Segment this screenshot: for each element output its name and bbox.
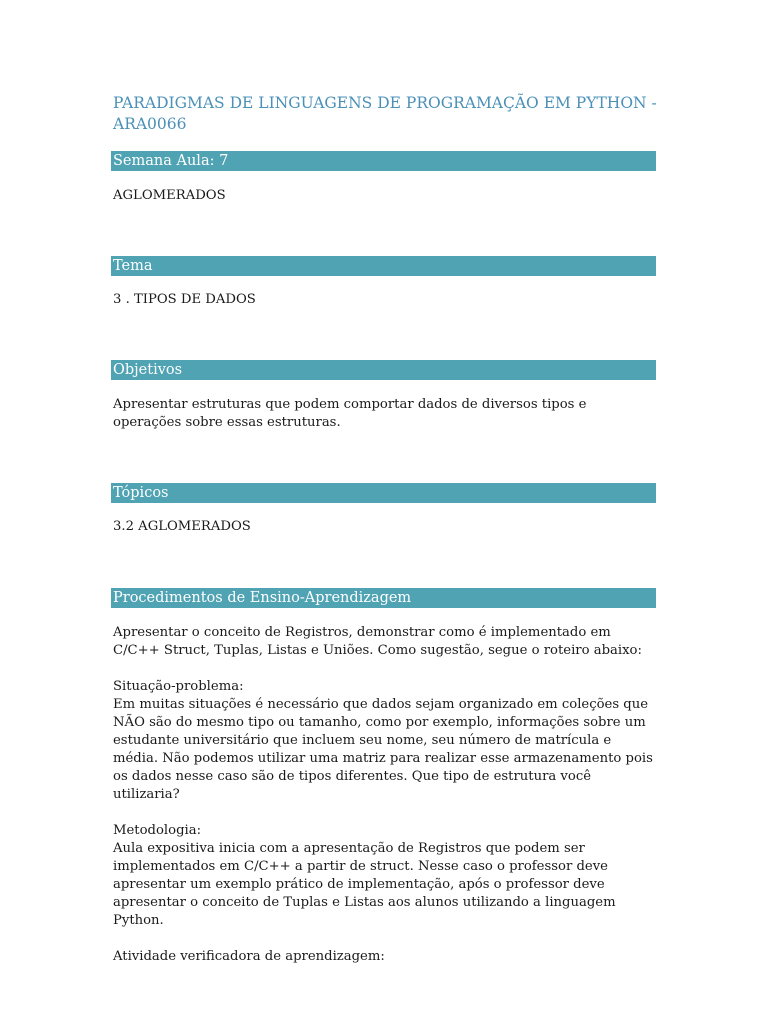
section-body-semana: AGLOMERADOS	[113, 188, 226, 203]
procedimentos-intro: Apresentar o conceito de Registros, demonstrar como é implementado em C/C++ Struct, Tuplas, Listas e Uniões. Como sugestão, segue o roteiro abaixo:	[113, 625, 642, 658]
section-heading-procedimentos: Procedimentos de Ensino-Aprendizagem	[111, 588, 656, 608]
section-body-topicos: 3.2 AGLOMERADOS	[113, 519, 251, 534]
metodologia-label: Metodologia:	[113, 823, 202, 838]
metodologia-block	[113, 822, 658, 930]
metodologia-text: Aula expositiva inicia com a apresentação de Registros que podem ser implementados em C/C++ a partir de struct. Nesse caso o professor deve apresentar um exemplo prático de implementação, após o professor deve apresentar o conceito de Tuplas e Listas aos alunos utilizando a linguagem Python.	[113, 841, 616, 928]
situacao-problema-label: Situação-problema:	[113, 679, 244, 694]
document-title: PARADIGMAS DE LINGUAGENS DE PROGRAMAÇÃO EM PYTHON - ARA0066	[113, 94, 657, 133]
situacao-problema-text: Em muitas situações é necessário que dados sejam organizado em coleções que NÃO são do mesmo tipo ou tamanho, como por exemplo, informações sobre um estudante universitário que incluem seu nome, seu número de matrícula e média. Não podemos utilizar uma matriz para realizar esse armazenamento pois os dados nesse caso são de tipos diferentes. Que tipo de estrutura você utilizaria?	[113, 697, 653, 802]
section-heading-semana: Semana Aula: 7	[111, 151, 656, 171]
section-body-objetivos: Apresentar estruturas que podem comportar dados de diversos tipos e operações sobre essas estruturas.	[113, 397, 587, 430]
atividade-verificadora-label: Atividade verificadora de aprendizagem:	[113, 949, 385, 964]
section-body-tema: 3 . TIPOS DE DADOS	[113, 292, 256, 307]
section-body-procedimentos	[113, 624, 658, 966]
section-heading-objetivos: Objetivos	[111, 360, 656, 380]
section-heading-topicos: Tópicos	[111, 483, 656, 503]
section-heading-tema: Tema	[111, 256, 656, 276]
situacao-problema-block	[113, 678, 658, 804]
